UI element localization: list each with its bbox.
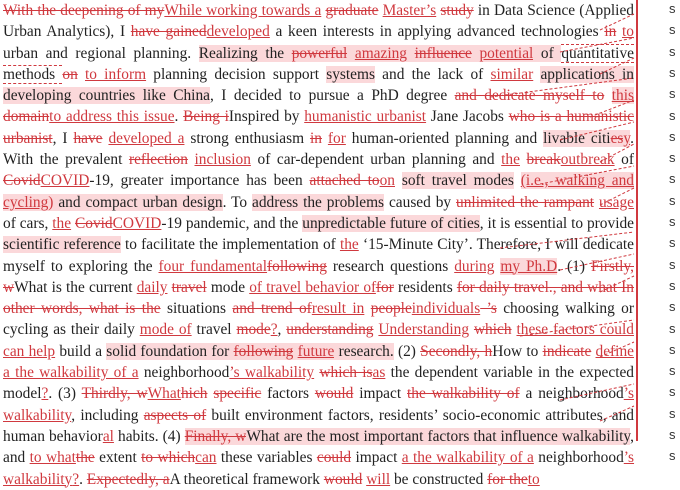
deleted-text: have [73,129,103,147]
body-text: caused by [384,193,457,211]
inserted-text: y [623,129,631,147]
inserted-text: for [327,129,346,147]
deleted-text: unlimited the rampant [456,193,595,211]
body-text: build a [55,342,107,360]
deleted-text: the walkability of [407,385,520,403]
body-text [520,151,527,168]
deleted-text: understanding [286,321,374,339]
body-text: , I decided to pursue a PhD degree [209,87,455,105]
margin-comment-stub[interactable]: s [669,43,676,59]
deleted-text: domain [3,108,50,126]
inserted-text: to [527,470,540,488]
body-text: human-oriented planning and [345,129,544,147]
body-text: . (3) [48,385,82,403]
inserted-text: developed a [108,129,185,147]
body-text: (2) [393,342,421,360]
body-text: strong enthusiasm [184,129,310,147]
deleted-text: and trend of [232,300,312,318]
margin-comment-stub[interactable]: s [669,299,676,315]
deleted-text: powerful [291,44,348,62]
margin-comment-stub[interactable]: s [669,1,676,16]
inserted-text: daily [136,278,168,296]
highlighted-text: What are the most important factors that influence walkability [246,427,631,445]
body-text: . [174,108,184,126]
deleted-text: and dedicate myself to [454,87,605,105]
body-text: urban and regional planning. [3,44,199,62]
margin-comment-stub[interactable]: s [669,214,676,229]
body-text: a neighborhood [519,385,624,403]
body-text: habits. (4) [113,427,185,445]
body-text: , including [71,406,144,424]
highlighted-text: and compact urban design [53,193,223,211]
body-text: factors [261,385,315,403]
body-text: planning decision support [146,65,327,83]
margin-comment-stub[interactable]: s [669,256,676,272]
body-text: , and [3,427,634,467]
inserted-text: mode of [139,321,192,339]
margin-comment-stub[interactable]: s [669,171,676,187]
inserted-text: as [372,364,386,382]
inserted-text: can [195,449,217,467]
highlighted-text [407,45,415,62]
deleted-text: break [526,151,561,169]
deleted-text: influence [414,44,472,62]
margin-comment-stub[interactable]: s [669,320,676,336]
deleted-text: graduate [325,2,379,19]
body-text: impact [353,385,407,403]
inserted-text: COVID [112,214,162,232]
body-text: . [79,470,87,488]
inserted-text: similar [490,65,534,83]
deleted-text: Firstly, w [3,257,634,296]
highlighted-text: address the problems [252,193,385,211]
inserted-text: al [102,427,114,445]
deleted-text: aspects of [143,406,207,424]
revision-change-bar [636,0,638,441]
inserted-text: on [379,172,395,190]
margin-comment-stub[interactable]: s [669,150,676,166]
margin-comment-stub[interactable]: s [669,128,676,144]
inserted-text: inclusion [194,151,251,169]
inserted-text: ? [72,470,80,488]
inserted-text: can help [3,342,56,360]
deleted-text: in [604,23,617,41]
inserted-text: Understanding [378,321,470,339]
margin-comment-stub[interactable]: s [669,277,676,293]
inserted-text: potential [479,44,534,62]
deleted-text: Covid [75,214,113,232]
inserted-text: COVID [40,172,90,190]
highlighted-text: Realizing the [198,44,292,62]
inserted-text: ? [41,385,49,403]
body-text: of cars, [3,214,53,232]
inserted-text: amazing [354,44,407,62]
highlighted-text: solid foundation for [106,342,234,360]
deleted-text: Finally, w [184,427,247,445]
body-text: situations [160,300,233,318]
inserted-text: during [454,257,495,275]
comment-margin-pane [640,0,680,467]
deleted-text: could [316,449,352,467]
body-text: in Data Science (Applied Urban Analytics), I [3,2,634,41]
highlighted-text: applications [540,65,615,83]
deleted-text: Secondly, h [420,342,493,360]
body-text: , [277,321,287,339]
deleted-text: which is [319,364,373,382]
inserted-text: What [147,385,181,403]
margin-comment-stub[interactable]: s [669,405,676,421]
deleted-text: people [370,300,412,318]
body-text: What is the current [14,278,137,296]
body-text: . With the prevalent [3,129,634,169]
body-text: . (1) [557,257,591,275]
highlighted-text: soft travel modes [401,172,514,190]
body-text: these variables [216,449,317,467]
inserted-text: ’s walkability [3,385,634,424]
deleted-text: es [610,129,624,147]
deleted-text: who is a humanistic urbanist [3,108,634,147]
highlighted-text: scientific reference [3,236,121,254]
inserted-text: result in [311,300,365,318]
inserted-text: future [297,342,335,360]
margin-comment-stub[interactable]: s [669,86,676,102]
inserted-text: While working towards a [164,2,322,19]
inserted-text: usage [598,193,635,211]
deleted-text: on [62,65,78,83]
inserted-text: to inform [84,65,147,83]
deleted-text: which [473,321,512,339]
inserted-text: ’s walkability [3,449,635,488]
deleted-text: following [233,342,294,360]
deleted-text: would [314,385,354,403]
deleted-text: mode [236,321,271,339]
highlighted-text: livable citi [543,129,611,147]
body-text: , it is essential to provide [479,214,634,232]
deleted-text: for daily travel., and what In other words, what is the [3,278,634,318]
inserted-text: four fundamental [158,257,268,275]
highlighted-text: in developing countries like China [3,65,635,105]
deleted-text: With the deepening of my [3,2,165,19]
body-text: of [614,151,634,169]
body-text: A theoretical framework [169,470,324,488]
highlighted-text: research. [334,342,394,360]
inserted-text: the [52,214,72,232]
body-text: Jane Jacobs [426,108,509,126]
body-text: ‘15-Minute City’. Therefore, I will dedicate myself to exploring the [3,236,635,275]
highlighted-text: of [533,44,562,62]
deleted-text: in [309,129,322,147]
inserted-text: Master’s [382,2,437,19]
margin-comment-stub[interactable]: s [669,235,676,251]
body-text: be constructed [390,470,488,488]
inserted-text: the [339,236,359,254]
highlighted-text: unpredictable future of cities [302,214,480,232]
inserted-text: define a the walkability of a [3,342,634,382]
deleted-text: the [75,449,95,467]
deleted-text: ’s [480,300,497,318]
margin-comment-stub[interactable]: s [669,363,676,379]
body-text: residents [393,278,457,296]
body-text: extent [94,449,142,467]
body-text: Inspired by [228,108,305,126]
deleted-text: reflection [128,151,188,169]
deleted-text: for [375,278,394,296]
body-text: research questions [326,257,455,275]
margin-comment-stub[interactable]: s [669,448,676,464]
comment-anchor-text: quantitative methods [3,44,634,83]
deleted-text: Expectedly, a [86,470,170,488]
body-text: to facilitate the implementation of [120,236,340,254]
inserted-text: to [622,23,634,41]
margin-comment-stub[interactable]: s [669,341,676,357]
inserted-text: a the walkability of a [401,449,534,467]
margin-comment-stub[interactable]: s [669,22,676,38]
body-text [604,87,611,104]
deleted-text: specific [213,385,262,403]
body-text [395,172,402,189]
inserted-text: the [501,151,520,169]
deleted-text: following [267,257,327,275]
body-text: -19, greater importance has been [89,172,310,190]
deleted-text: indicate [542,342,592,360]
body-text: mode [206,278,250,296]
inserted-text: of travel behavior of [249,278,376,296]
deleted-text: hich [180,385,208,403]
deleted-text: attached to [309,172,380,190]
body-text: and the lack of [374,65,491,83]
deleted-text: have gained [130,23,207,41]
inserted-text: ? [270,321,278,339]
body-text: the dependent variable in the expected model [3,364,634,403]
deleted-text: Thirdly, w [81,385,148,403]
body-text: neighborhood [138,364,230,382]
deleted-text: to which [141,449,196,467]
margin-comment-stub[interactable]: s [669,384,676,400]
inserted-text: to address this issue [49,108,175,126]
margin-comment-stub[interactable]: s [669,107,676,123]
inserted-text: individuals [411,300,481,318]
margin-comment-stub[interactable]: s [669,192,676,208]
deleted-text: study [440,2,474,19]
body-text [78,66,85,83]
inserted-text: will [366,470,391,488]
inserted-text: humanistic urbanist [304,108,427,126]
deleted-text: Being i [183,108,229,126]
inserted-text: developed [206,23,270,41]
margin-comment-stub[interactable]: s [669,427,676,442]
highlighted-text: systems [326,65,375,83]
body-text [514,172,521,189]
body-text: built environment factors, residents’ socio-economic attributes, and human behavior [3,406,634,445]
body-text: a keen interests in applying advanced technologies [269,23,605,41]
body-text: neighborhood [533,449,624,467]
inserted-text: these factors could [516,321,634,339]
body-text: -19 pandemic, and the [161,214,303,232]
highlighted-text [293,343,297,360]
deleted-text: travel [171,278,207,296]
highlighted-text [347,45,355,62]
inserted-text: (i.e., walking and cycling) [3,172,634,211]
body-text: How to [492,342,543,360]
inserted-text: this [611,87,634,105]
inserted-text: my Ph.D [500,257,558,275]
body-text: choosing walking or cycling as their daily [3,300,634,339]
deleted-text: Covid [3,172,41,190]
margin-comment-stub[interactable]: s [669,64,676,80]
body-text: . To [222,193,253,211]
inserted-text: outbreak [560,151,615,169]
deleted-text: would [323,470,363,488]
body-text: travel [191,321,237,339]
body-text: , I [52,129,74,147]
inserted-text: ’s walkability [229,364,315,382]
body-text: impact [351,449,402,467]
inserted-text: to what [29,449,76,467]
body-text: of car-dependent urban planning and [250,151,502,169]
deleted-text: for the [487,470,528,488]
